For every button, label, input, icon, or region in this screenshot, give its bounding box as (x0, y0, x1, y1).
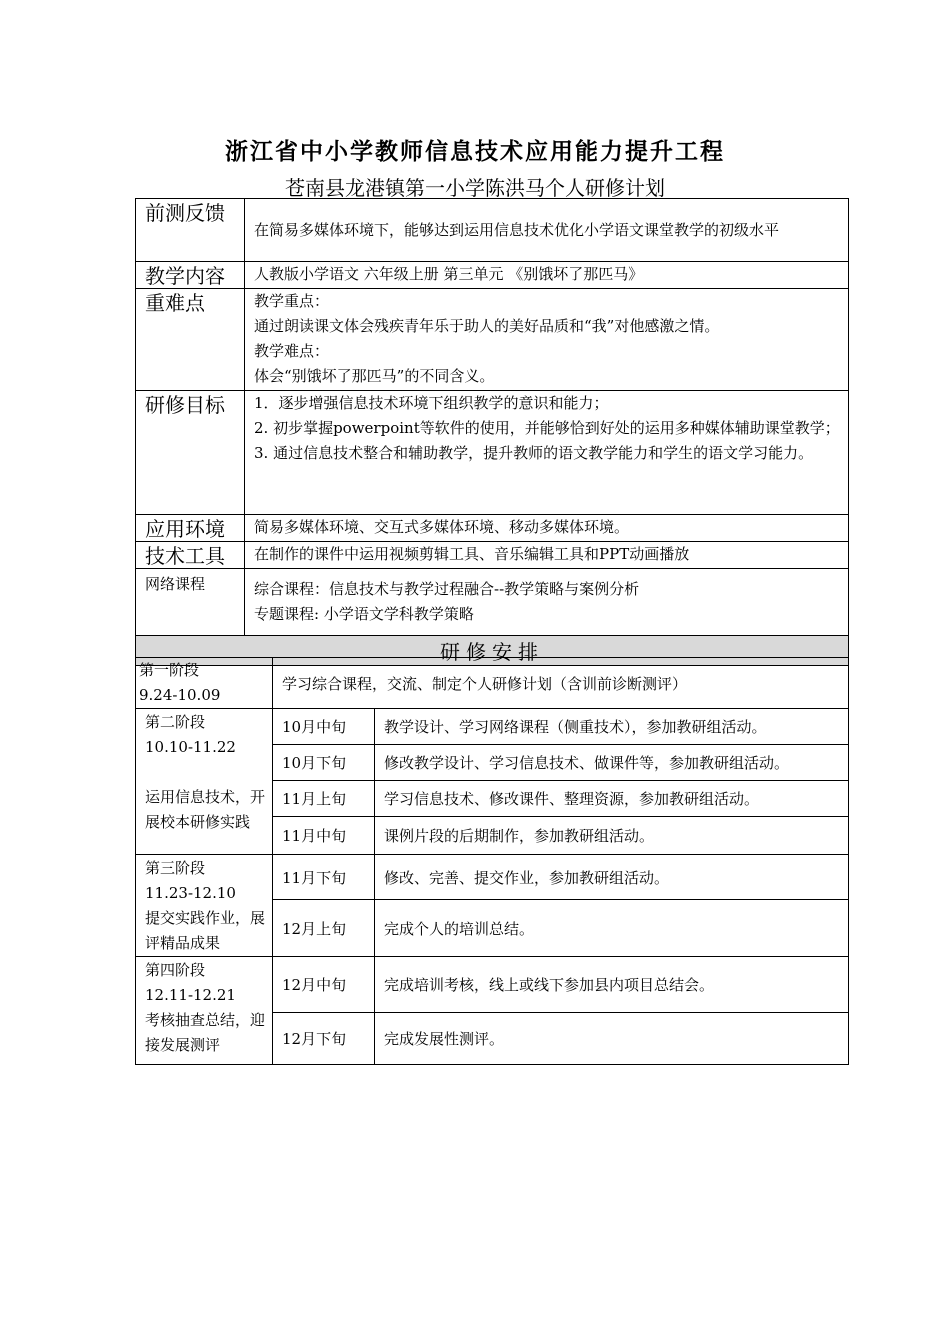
goal-line: 3. 通过信息技术整合和辅助教学，提升教师的语文教学能力和学生的语文学习能力。 (254, 444, 814, 462)
activity-cell: 修改、完善、提交作业，参加教研组活动。 (375, 855, 849, 900)
phase3-dates: 11.23-12.10 (145, 884, 236, 902)
difficulty-line: 教学难点： (254, 342, 330, 360)
environment-text: 简易多媒体环境、交互式多媒体环境、移动多媒体环境。 (245, 515, 849, 542)
phase4-desc: 考核抽查总结，迎接发展测评 (145, 1011, 266, 1054)
phase2-cell (136, 709, 273, 855)
phase1-activity: 学习综合课程，交流、制定个人研修计划（含训前诊断测评） (273, 658, 849, 709)
goal-line: 2. 初步掌握powerpoint等软件的使用，并能够恰到好处的运用多种媒体辅助课堂教学； (254, 419, 840, 437)
phase4-name: 第四阶段 (145, 961, 206, 979)
course-line: 专题课程: 小学语文学科教学策略 (254, 605, 474, 623)
phase1-name: 第一阶段 (139, 661, 200, 679)
difficulty-line: 体会“别饿坏了那匹马”的不同含义。 (254, 367, 495, 385)
phase4-cell (136, 957, 273, 1065)
content-text: 人教版小学语文 六年级上册 第三单元 《别饿坏了那匹马》 (245, 262, 849, 289)
month-cell: 10月下旬 (273, 745, 375, 781)
phase2-dates: 10.10-11.22 (145, 738, 236, 756)
month-cell: 12月中旬 (273, 957, 375, 1013)
phase2-desc: 运用信息技术，开展校本研修实践 (145, 788, 266, 831)
activity-cell: 修改教学设计、学习信息技术、做课件等，参加教研组活动。 (375, 745, 849, 781)
difficulty-line: 通过朗读课文体会残疾青年乐于助人的美好品质和“我”对他感激之情。 (254, 317, 720, 335)
phase2-name: 第二阶段 (145, 713, 206, 731)
activity-cell: 学习信息技术、修改课件、整理资源，参加教研组活动。 (375, 781, 849, 817)
phase3-desc: 提交实践作业，展评精品成果 (145, 909, 266, 952)
course-line: 综合课程：信息技术与教学过程融合--教学策略与案例分析 (254, 580, 640, 598)
month-cell: 12月上旬 (273, 900, 375, 957)
courses-text (245, 569, 849, 636)
tools-text: 在制作的课件中运用视频剪辑工具、音乐编辑工具和PPT动画播放 (245, 542, 849, 569)
activity-cell: 完成发展性测评。 (375, 1013, 849, 1065)
pretest-text: 在简易多媒体环境下，能够达到运用信息技术优化小学语文课堂教学的初级水平 (245, 199, 849, 262)
activity-cell: 完成培训考核，线上或线下参加县内项目总结会。 (375, 957, 849, 1013)
difficulty-label: 重难点 (136, 289, 245, 391)
phase1-cell (136, 658, 273, 709)
content-label: 教学内容 (136, 262, 245, 289)
tools-label: 技术工具 (136, 542, 245, 569)
month-cell: 12月下旬 (273, 1013, 375, 1065)
phase3-cell (136, 855, 273, 957)
month-cell: 11月中旬 (273, 817, 375, 855)
month-cell: 11月下旬 (273, 855, 375, 900)
pretest-label: 前测反馈 (136, 199, 245, 262)
document-subtitle: 苍南县龙港镇第一小学陈洪马个人研修计划 (285, 176, 665, 200)
month-cell: 11月上旬 (273, 781, 375, 817)
activity-cell: 完成个人的培训总结。 (375, 900, 849, 957)
plan-table (135, 198, 849, 666)
phase3-name: 第三阶段 (145, 859, 206, 877)
difficulty-text (245, 289, 849, 391)
schedule-table (135, 657, 849, 1065)
environment-label: 应用环境 (136, 515, 245, 542)
goals-label: 研修目标 (136, 391, 245, 515)
phase4-dates: 12.11-12.21 (145, 986, 236, 1004)
month-cell: 10月中旬 (273, 709, 375, 745)
goals-text (245, 391, 849, 515)
phase1-dates: 9.24-10.09 (139, 686, 221, 704)
difficulty-line: 教学重点： (254, 292, 330, 310)
document-title: 浙江省中小学教师信息技术应用能力提升工程 (225, 138, 725, 165)
activity-cell: 课例片段的后期制作，参加教研组活动。 (375, 817, 849, 855)
arrangement-header: 研修安排 (136, 636, 849, 666)
courses-label: 网络课程 (136, 569, 245, 636)
goal-line: 1．逐步增强信息技术环境下组织教学的意识和能力； (254, 394, 609, 412)
activity-cell: 教学设计、学习网络课程（侧重技术），参加教研组活动。 (375, 709, 849, 745)
